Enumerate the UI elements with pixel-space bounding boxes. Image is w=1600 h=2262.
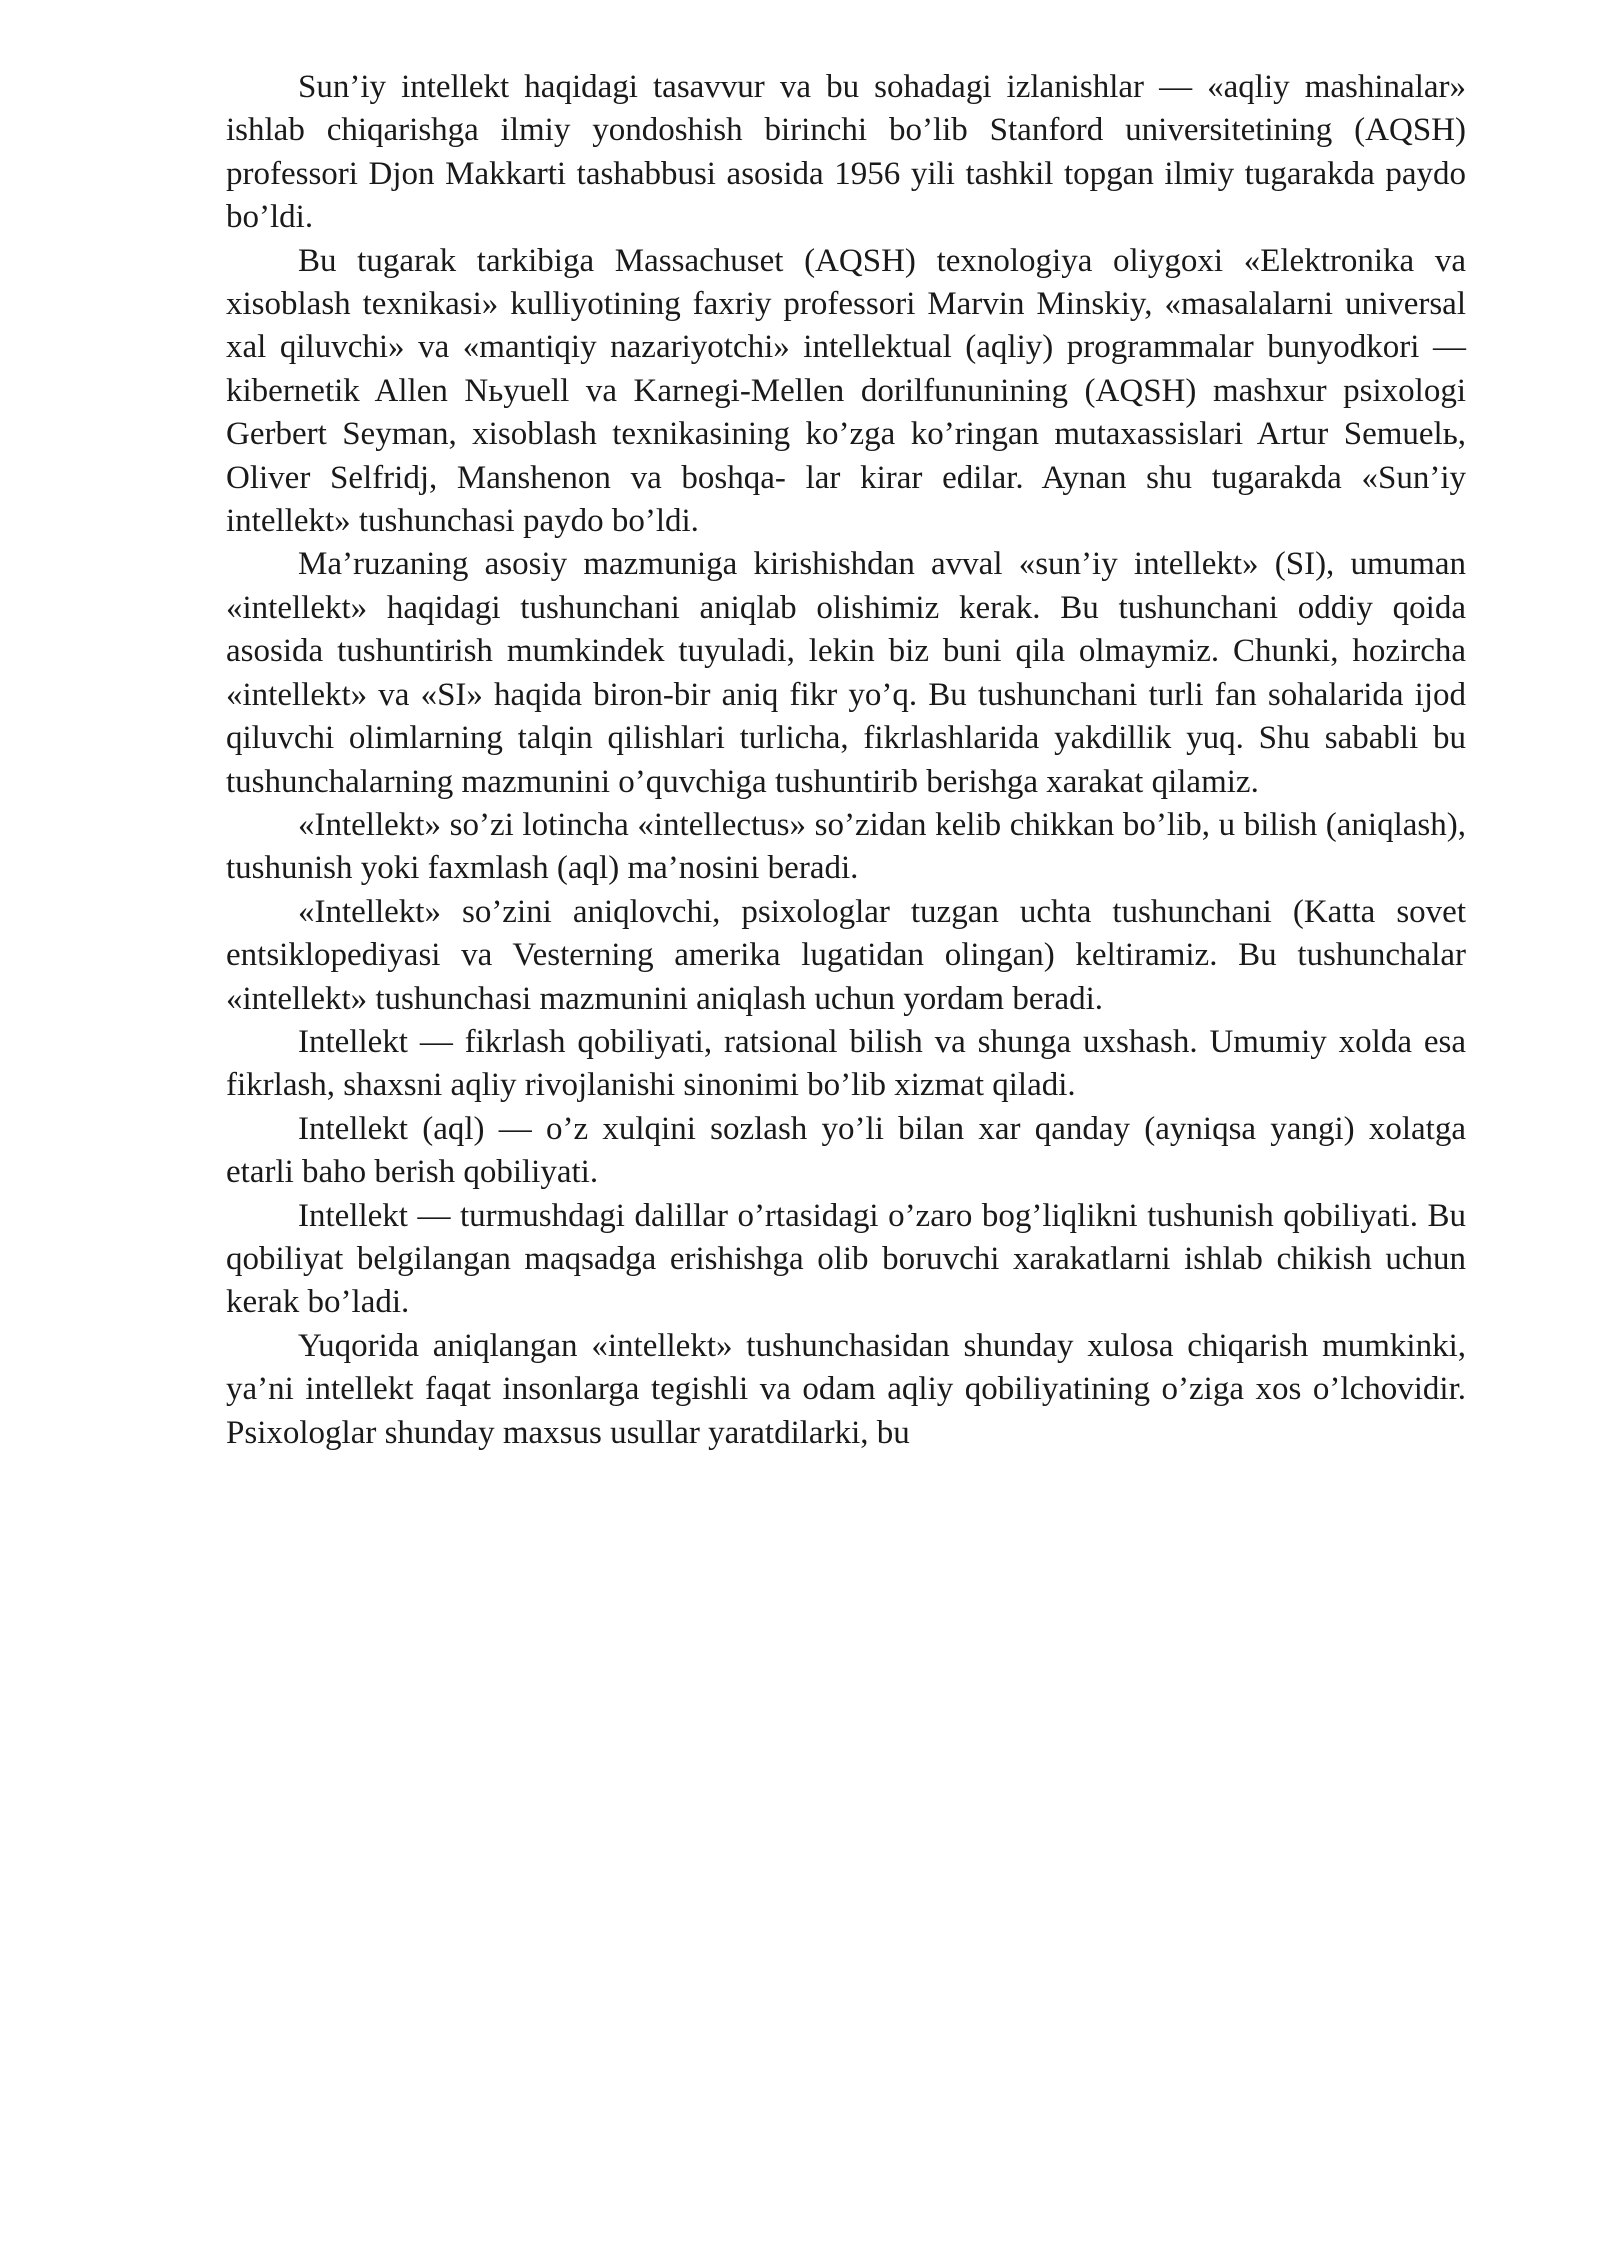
- body-text: [226, 66, 1466, 1455]
- paragraph-9: Yuqorida aniqlangan «intellekt» tushunchasidan shunday xulosa chiqarish mumkinki, ya’ni intellekt faqat insonlarga tegishli va odam aqliy qobiliyatining o’ziga xos o’lchovidir. Psixologlar shunday maxsus usullar yaratdilarki, bu: [226, 1327, 1466, 1451]
- paragraph-7: Intellekt (aql) — o’z xulqini sozlash yo’li bilan xar qanday (ayniqsa yangi) xolatga etarli baho berish qobiliyati.: [226, 1110, 1466, 1191]
- paragraph-1: Sun’iy intellekt haqidagi tasavvur va bu sohadagi izlanishlar — «aqliy mashinalar» ishlab chiqarishga ilmiy yondoshish birinchi bo’lib Stanford universitetining (AQSH) professori Djon Makkarti tashabbusi asosida 1956 yili tashkil topgan ilmiy tugarakda paydo bo’ldi.: [226, 69, 1466, 236]
- paragraph-6: Intellekt — fikrlash qobiliyati, ratsional bilish va shunga uxshash. Umumiy xolda esa fikrlash, shaxsni aqliy rivojlanishi sinonimi bo’lib xizmat qiladi.: [226, 1023, 1466, 1104]
- paragraph-3: Ma’ruzaning asosiy mazmuniga kirishishdan avval «sun’iy intellekt» (SI), umuman «intellekt» haqidagi tushunchani aniqlab olishimiz kerak. Bu tushunchani oddiy qoida asosida tushuntirish mumkindek tuyuladi, lekin biz buni qila olmaymiz. Chunki, hozircha «intellekt» va «SI» haqida biron-bir aniq fikr yo’q. Bu tushunchani turli fan sohalarida ijod qiluvchi olimlarning talqin qilishlari turlicha, fikrlashlarida yakdillik yuq. Shu sababli bu tushunchalarning mazmunini o’quvchiga tushuntirib berishga xarakat qilamiz.: [226, 546, 1466, 800]
- paragraph-4: «Intellekt» so’zi lotincha «intellectus» so’zidan kelib chikkan bo’lib, u bilish (aniqlash), tushunish yoki faxmlash (aql) ma’nosini beradi.: [226, 806, 1466, 887]
- paragraph-5: «Intellekt» so’zini aniqlovchi, psixologlar tuzgan uchta tushunchani (Katta sovet entsiklopediyasi va Vesterning amerika lugatidan olingan) keltiramiz. Bu tushunchalar «intellekt» tushunchasi mazmunini aniqlash uchun yordam beradi.: [226, 893, 1466, 1017]
- paragraph-8: Intellekt — turmushdagi dalillar o’rtasidagi o’zaro bog’liqlikni tushunish qobiliyati. Bu qobiliyat belgilangan maqsadga erishishga olib boruvchi xarakatlarni ishlab chikish uchun kerak bo’ladi.: [226, 1197, 1466, 1321]
- paragraph-2: Bu tugarak tarkibiga Massachuset (AQSH) texnologiya oliygoxi «Elektronika va xisoblash texnikasi» kulliyotining faxriy professori Marvin Minskiy, «masalalarni universal xal qiluvchi» va «mantiqiy nazariyotchi» intellektual (aqliy) programmalar bunyodkori — kibernetik Allen Nьyuell va Karnegi-Mellen dorilfununining (AQSH) mashxur psixologi Gerbert Seyman, xisoblash texnikasining ko’zga ko’ringan mutaxassislari Artur Semuelь, Oliver Selfridj, Manshenon va boshqa- lar kirar edilar. Aynan shu tugarakda «Sun’iy intellekt» tushunchasi paydo bo’ldi.: [226, 242, 1466, 540]
